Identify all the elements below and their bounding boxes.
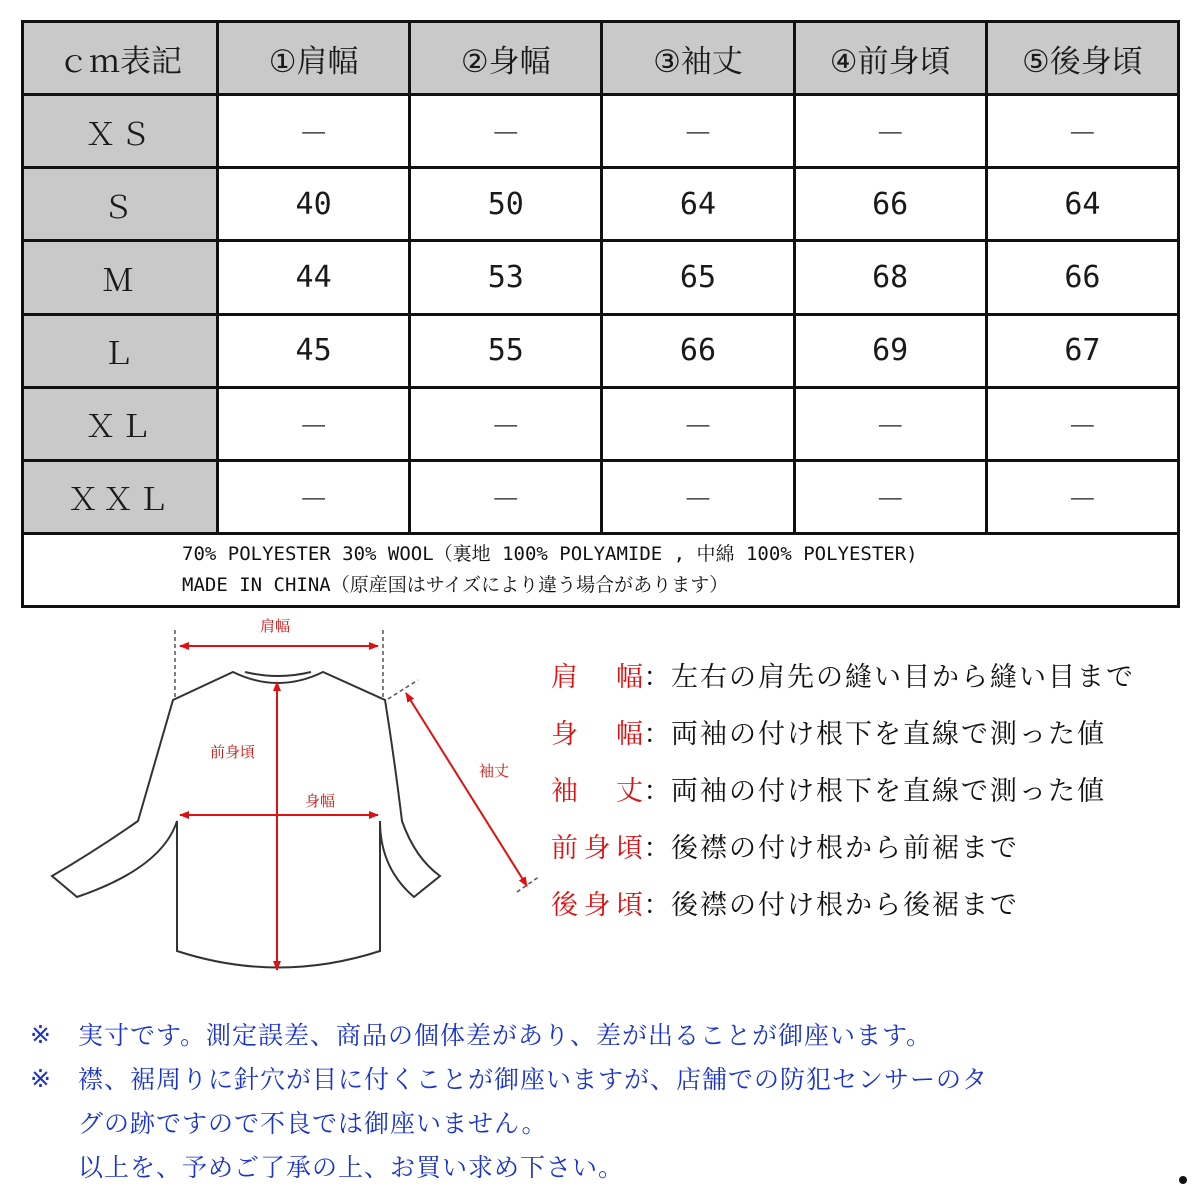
sleeve-length-label: 袖丈 <box>479 762 510 780</box>
sleeve-length-arrow <box>406 693 527 886</box>
table-cell: － <box>603 462 792 532</box>
legend-term: 肩 幅 <box>551 662 643 693</box>
material-note <box>24 535 1177 605</box>
legend-term: 後 身 頃 <box>551 890 643 921</box>
table-cell: － <box>796 389 985 459</box>
size-table <box>21 20 1180 608</box>
table-cell: － <box>603 389 792 459</box>
measurement-legend <box>551 646 1191 931</box>
table-cell: 40 <box>219 169 408 239</box>
table-cell: － <box>988 389 1177 459</box>
table-cell: 64 <box>988 169 1177 239</box>
table-cell: 64 <box>603 169 792 239</box>
table-cell: 44 <box>219 242 408 312</box>
legend-term: 身 幅 <box>551 719 643 750</box>
table-cell: － <box>411 96 600 166</box>
footnote-closing: 以上を、予めご了承の上、お買い求め下さい。 <box>78 1153 625 1182</box>
row-size-label: ＸＳ <box>24 96 216 166</box>
footnotes <box>30 1012 1195 1188</box>
legend-description: 後襟の付け根から前裾まで <box>671 833 1019 864</box>
legend-term: 前 身 頃 <box>551 833 643 864</box>
garment-outline <box>52 672 440 968</box>
country-of-origin: MADE IN CHINA（原産国はサイズにより違う場合があります） <box>182 574 729 596</box>
table-cell: － <box>796 96 985 166</box>
table-cell: 50 <box>411 169 600 239</box>
legend-row-front-length: 前 身 頃 ： 後襟の付け根から前裾まで <box>551 817 1191 874</box>
row-size-label: Ｓ <box>24 169 216 239</box>
sleeve-guide-bottom <box>517 876 540 892</box>
body-width-label: 身幅 <box>305 792 336 810</box>
table-cell: － <box>796 462 985 532</box>
table-header-body-width: ②身幅 <box>411 23 600 93</box>
table-cell: 68 <box>796 242 985 312</box>
table-header-unit: ｃｍ表記 <box>24 23 216 93</box>
table-header-front-length: ④前身頃 <box>796 23 985 93</box>
row-size-label: ＸＸＬ <box>24 462 216 532</box>
table-header-shoulder: ①肩幅 <box>219 23 408 93</box>
table-cell: 69 <box>796 316 985 386</box>
footnote-2: ※ 襟、裾周りに針穴が目に付くことが御座いますが、店舗での防犯センサーのタ <box>30 1063 989 1094</box>
legend-description: 両袖の付け根下を直線で測った値 <box>671 776 1106 807</box>
legend-row-back-length: 後 身 頃 ： 後襟の付け根から後裾まで <box>551 874 1191 931</box>
table-cell: 67 <box>988 316 1177 386</box>
legend-description: 両袖の付け根下を直線で測った値 <box>671 719 1106 750</box>
table-cell: － <box>219 462 408 532</box>
table-cell: 45 <box>219 316 408 386</box>
sweater-illustration <box>40 606 550 1006</box>
legend-description: 左右の肩先の縫い目から縫い目まで <box>671 662 1135 693</box>
bullet-dot <box>1179 1176 1187 1184</box>
legend-row-body-width: 身 幅 ： 両袖の付け根下を直線で測った値 <box>551 703 1191 760</box>
row-size-label: Ｌ <box>24 316 216 386</box>
garment-diagram <box>40 606 550 1006</box>
table-cell: 53 <box>411 242 600 312</box>
footnote-1: ※ 実寸です。測定誤差、商品の個体差があり、差が出ることが御座います。 <box>30 1019 933 1050</box>
reference-mark: ※ <box>30 1019 52 1049</box>
legend-row-shoulder: 肩 幅 ： 左右の肩先の縫い目から縫い目まで <box>551 646 1191 703</box>
reference-mark: ※ <box>30 1063 52 1093</box>
front-length-label: 前身頃 <box>210 743 256 761</box>
table-cell: － <box>219 96 408 166</box>
table-cell: 66 <box>603 316 792 386</box>
material-composition: 70% POLYESTER 30% WOOL（裏地 100% POLYAMIDE , 中綿 100% POLYESTER) <box>182 543 918 565</box>
neckline <box>245 672 311 676</box>
legend-description: 後襟の付け根から後裾まで <box>671 890 1019 921</box>
table-cell: 65 <box>603 242 792 312</box>
table-cell: 66 <box>796 169 985 239</box>
legend-term: 袖 丈 <box>551 776 643 807</box>
footnote-2-continued: グの跡ですので不良では御座いません。 <box>78 1109 548 1138</box>
row-size-label: Ｍ <box>24 242 216 312</box>
table-cell: － <box>411 462 600 532</box>
sleeve-guide-top <box>388 680 418 699</box>
legend-row-sleeve: 袖 丈 ： 両袖の付け根下を直線で測った値 <box>551 760 1191 817</box>
table-cell: － <box>988 96 1177 166</box>
table-cell: 55 <box>411 316 600 386</box>
table-cell: － <box>603 96 792 166</box>
shoulder-width-label: 肩幅 <box>260 617 291 635</box>
table-header-sleeve: ③袖丈 <box>603 23 792 93</box>
table-header-back-length: ⑤後身頃 <box>988 23 1177 93</box>
table-cell: 66 <box>988 242 1177 312</box>
table-cell: － <box>411 389 600 459</box>
row-size-label: ＸＬ <box>24 389 216 459</box>
table-cell: － <box>219 389 408 459</box>
table-cell: － <box>988 462 1177 532</box>
